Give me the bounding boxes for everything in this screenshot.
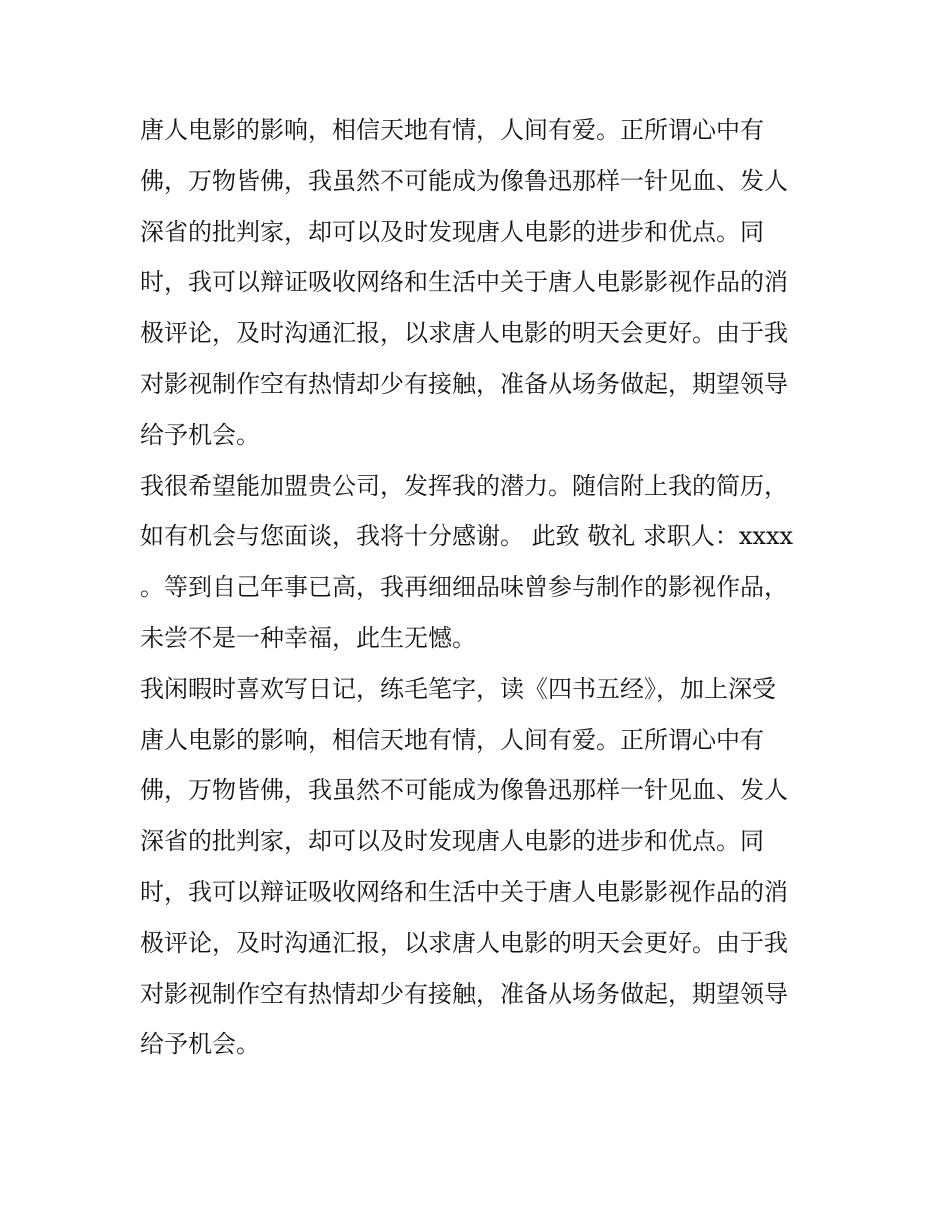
text-line-13: 唐人电影的影响，相信天地有情，人间有爱。正所谓心中有 (140, 725, 764, 754)
text-line-14: 佛，万物皆佛，我虽然不可能成为像鲁迅那样一针见血、发人 (140, 776, 788, 805)
text-line-8: 我很希望能加盟贵公司，发挥我的潜力。随信附上我的简历， (140, 471, 788, 500)
text-line-4: 时，我可以辩证吸收网络和生活中关于唐人电影影视作品的消 (140, 268, 788, 297)
text-line-11: 未尝不是一种幸福，此生无憾。 (140, 623, 476, 652)
text-line-3: 深省的批判家，却可以及时发现唐人电影的进步和优点。同 (140, 217, 764, 246)
text-line-16: 时，我可以辩证吸收网络和生活中关于唐人电影影视作品的消 (140, 877, 788, 906)
text-line-19: 给予机会。 (140, 1030, 260, 1059)
text-line-12: 我闲暇时喜欢写日记，练毛笔字，读《四书五经》，加上深受 (140, 674, 776, 703)
text-line-10: 。等到自己年事已高，我再细细品味曾参与制作的影视作品， (140, 573, 788, 602)
text-line-6: 对影视制作空有热情却少有接触，准备从场务做起，期望领导 (140, 369, 788, 398)
text-line-18: 对影视制作空有热情却少有接触，准备从场务做起，期望领导 (140, 979, 788, 1008)
text-line-15: 深省的批判家，却可以及时发现唐人电影的进步和优点。同 (140, 827, 764, 856)
text-line-1: 唐人电影的影响，相信天地有情，人间有爱。正所谓心中有 (140, 116, 764, 144)
text-line-2: 佛，万物皆佛，我虽然不可能成为像鲁迅那样一针见血、发人 (140, 166, 788, 195)
text-line-5: 极评论，及时沟通汇报，以求唐人电影的明天会更好。由于我 (140, 319, 788, 348)
text-line-17: 极评论，及时沟通汇报，以求唐人电影的明天会更好。由于我 (140, 928, 788, 957)
text-line-9: 如有机会与您面谈，我将十分感谢。 此致 敬礼 求职人：xxxx (140, 522, 794, 551)
document-body (140, 105, 820, 1070)
text-line-7: 给予机会。 (140, 420, 260, 449)
